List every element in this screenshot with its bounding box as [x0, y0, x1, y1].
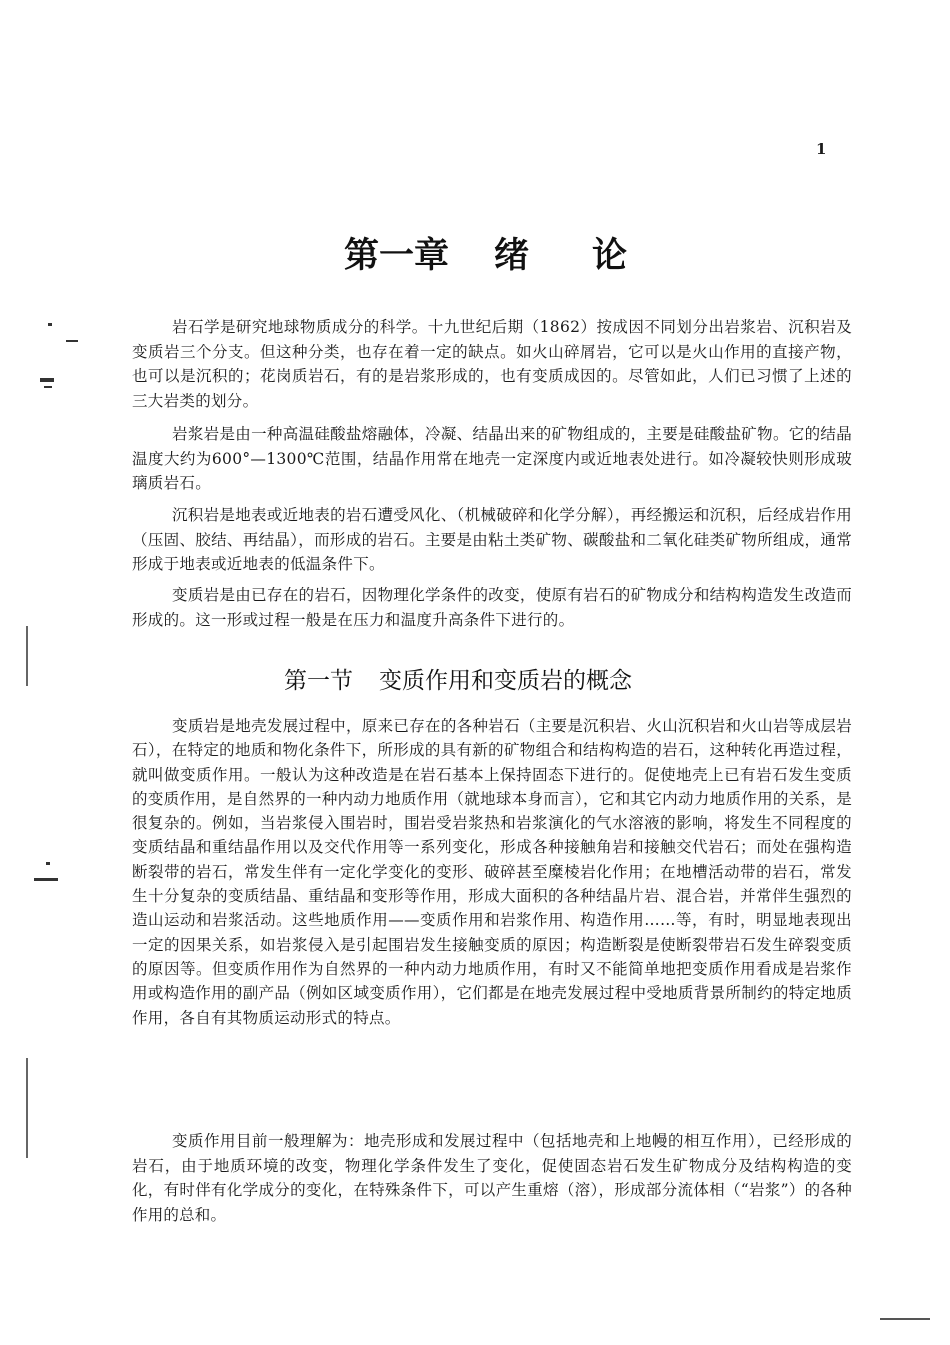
intro-paragraph: 变质岩是由已存在的岩石，因物理化学条件的改变，使原有岩石的矿物成分和结构构造发生改造而形成的。这一形或过程一般是在压力和温度升高条件下进行的。 [132, 586, 852, 629]
section-paragraph: 变质作用目前一般理解为：地壳形成和发展过程中（包括地壳和上地幔的相互作用），已经形成的岩石，由于地质环境的改变，物理化学条件发生了变化，促使固态岩石发生矿物成分及结构构造的变化，有时伴有化学成分的变化，在特殊条件下，可以产生重熔（溶），形成部分流体相（“岩浆”）的各种作用的总和。 [132, 1132, 852, 1224]
intro-paragraph: 岩石学是研究地球物质成分的科学。十九世纪后期（1862）按成因不同划分出岩浆岩、沉积岩及变质岩三个分支。但这种分类，也存在着一定的缺点。如火山碎屑岩，它可以是火山作用的直接产物，也可以是沉积的；花岗质岩石，有的是岩浆形成的，也有变质成因的。尽管如此，人们已习惯了上述的三大岩类的划分。 [132, 318, 852, 410]
scan-speck [34, 878, 58, 881]
chapter-title-part1: 绪 [494, 236, 530, 276]
scan-speck [40, 378, 54, 382]
section-paragraph: 变质岩是地壳发展过程中，原来已存在的各种岩石（主要是沉积岩、火山沉积岩和火山岩等成层岩石），在特定的地质和物化条件下，所形成的具有新的矿物组合和结构构造的岩石，这种转化再造过程，就叫做变质作用。一般认为这种改造是在岩石基本上保持固态下进行的。促使地壳上已有岩石发生变质的变质作用，是自然界的一种内动力地质作用（就地球本身而言），它和其它内动力地质作用的关系，是很复杂的。例如，当岩浆侵入围岩时，围岩受岩浆热和岩浆演化的气水溶液的影响，将发生不同程度的变质结晶和重结晶作用以及交代作用等一系列变化，形成各种接触角岩和接触交代岩石；而处在强构造断裂带的岩石，常发生伴有一定化学变化的变形、破碎甚至糜棱岩化作用；在地槽活动带的岩石，常发生十分复杂的变质结晶、重结晶和变形等作用，形成大面积的各种结晶片岩、混合岩，并常伴生强烈的造山运动和岩浆活动。这些地质作用——变质作用和岩浆作用、构造作用……等，有时，明显地表现出一定的因果关系，如岩浆侵入是引起围岩发生接触变质的原因；构造断裂是使断裂带岩石发生碎裂变质的原因等。但变质作用作为自然界的一种内动力地质作用，有时又不能简单地把变质作用看成是岩浆作用或构造作用的副产品（例如区域变质作用），它们都是在地壳发展过程中受地质背景所制约的特定地质作用，各自有其物质运动形式的特点。 [132, 717, 852, 1027]
scan-speck [46, 862, 50, 865]
intro-paragraph: 沉积岩是地表或近地表的岩石遭受风化、（机械破碎和化学分解），再经搬运和沉积，后经成岩作用（压固、胶结、再结晶），而形成的岩石。主要是由粘土类矿物、碳酸盐和二氧化硅类矿物所组成，通常形成于地表或近地表的低温条件下。 [132, 506, 852, 573]
intro-paragraph: 岩浆岩是由一种高温硅酸盐熔融体，冷凝、结晶出来的矿物组成的，主要是硅酸盐矿物。它的结晶温度大约为600°—1300℃范围，结晶作用常在地壳一定深度内或近地表处进行。如冷凝较快则形成玻璃质岩石。 [132, 425, 852, 492]
scan-speck [26, 1058, 28, 1158]
scan-speck [44, 386, 52, 388]
chapter-label: 第一章 [344, 236, 450, 276]
scan-speck [26, 626, 28, 686]
chapter-title [344, 228, 644, 276]
scan-speck [48, 323, 52, 326]
section-label: 第一节 [284, 668, 353, 694]
chapter-title-part2: 论 [592, 236, 628, 276]
page-number: 1 [816, 140, 827, 158]
section-title [284, 662, 632, 695]
scan-speck [66, 340, 78, 342]
section-heading-text: 变质作用和变质岩的概念 [379, 668, 632, 694]
scan-speck [880, 1318, 930, 1320]
